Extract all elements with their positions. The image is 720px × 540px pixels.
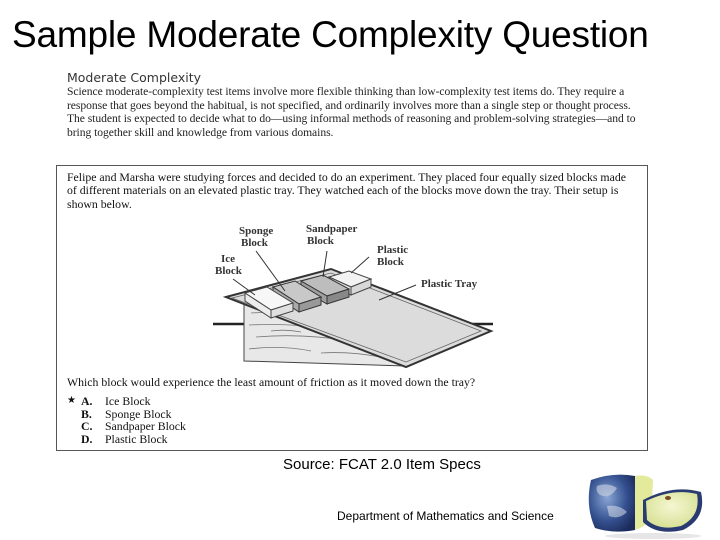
- choice-marker: [67, 420, 81, 433]
- choice-text: Ice Block: [105, 394, 151, 408]
- ice-label-2: Block: [215, 265, 242, 277]
- source-citation: Source: FCAT 2.0 Item Specs: [283, 456, 481, 473]
- choice-text: Sponge Block: [105, 406, 172, 421]
- choice-letter: B.: [81, 406, 92, 421]
- sandpaper-label-1: Sandpaper: [306, 223, 358, 235]
- footer-department: Department of Mathematics and Science: [337, 509, 554, 523]
- ice-label-1: Ice: [221, 253, 236, 265]
- answer-choices: [67, 395, 186, 445]
- sandpaper-label-2: Block: [307, 235, 334, 247]
- complexity-description: [67, 70, 647, 139]
- item-stem: Felipe and Marsha were studying forces and decided to do an experiment. They placed four equally sized blocks made of different materials on an elevated plastic tray. They watched each of the blocks move down the tray. Their setup is shown below.: [67, 170, 626, 211]
- plastic-label-1: Plastic: [377, 244, 409, 256]
- choice-letter: A.: [81, 394, 93, 408]
- choice-letter: C.: [81, 419, 93, 433]
- sponge-label-2: Block: [241, 237, 268, 249]
- choice-text: Sandpaper Block: [105, 419, 186, 433]
- tray-label: Plastic Tray: [421, 278, 478, 290]
- choice-a: [67, 395, 186, 408]
- correct-star-icon: ★: [67, 395, 76, 406]
- inclined-tray-diagram: [211, 221, 501, 376]
- sample-item-box: [56, 165, 648, 451]
- choice-marker: [67, 433, 81, 446]
- choice-c: [67, 420, 186, 433]
- complexity-body: Science moderate-complexity test items involve more flexible thinking than low-complexity test items do. They require a response that goes beyond the habitual, is not specified, and ordinarily involves more than a single step or thought process. The student is expected to decide what to do—using informal methods of reasoning and problem-solving strategies—and to bring together skill and knowledge from various domains.: [67, 85, 636, 139]
- sponge-label-1: Sponge: [239, 225, 274, 237]
- slide-title: Sample Moderate Complexity Question: [12, 14, 649, 55]
- question-text: Which block would experience the least amount of friction as it moved down the tray?: [67, 375, 476, 389]
- choice-marker: [67, 408, 81, 421]
- complexity-heading: Moderate Complexity: [67, 70, 202, 85]
- choice-letter: D.: [81, 431, 93, 446]
- choice-d: [67, 433, 186, 446]
- choice-text: Plastic Block: [105, 431, 168, 446]
- globe-apple-icon: [583, 470, 708, 540]
- plastic-label-2: Block: [377, 256, 404, 268]
